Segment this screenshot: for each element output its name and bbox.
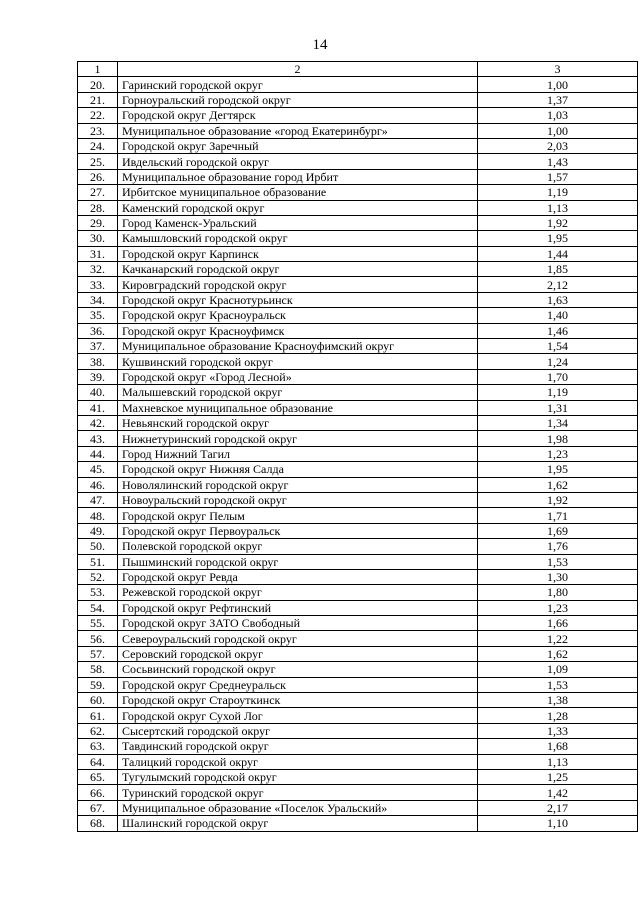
table-row bbox=[78, 816, 638, 831]
coefficient-value-cell: 1,34 bbox=[478, 415, 638, 430]
row-number-cell: 65. bbox=[78, 769, 118, 784]
coefficient-value-cell: 1,46 bbox=[478, 323, 638, 338]
coefficient-value-cell: 1,40 bbox=[478, 308, 638, 323]
municipality-name-cell: Тавдинский городской округ bbox=[118, 739, 478, 754]
municipality-name-cell: Новолялинский городской округ bbox=[118, 477, 478, 492]
municipality-name-cell: Каменский городской округ bbox=[118, 200, 478, 215]
municipality-name-cell: Городской округ Красноуфимск bbox=[118, 323, 478, 338]
municipality-name-cell: Муниципальное образование город Ирбит bbox=[118, 169, 478, 184]
coefficient-value-cell: 1,80 bbox=[478, 585, 638, 600]
row-number-cell: 31. bbox=[78, 246, 118, 261]
row-number-cell: 43. bbox=[78, 431, 118, 446]
municipality-name-cell: Городской округ Краснотурьинск bbox=[118, 292, 478, 307]
table-row bbox=[78, 754, 638, 769]
row-number-cell: 33. bbox=[78, 277, 118, 292]
municipality-name-cell: Тугулымский городской округ bbox=[118, 769, 478, 784]
table-row bbox=[78, 123, 638, 138]
row-number-cell: 66. bbox=[78, 785, 118, 800]
row-number-cell: 46. bbox=[78, 477, 118, 492]
municipality-name-cell: Городской округ ЗАТО Свободный bbox=[118, 616, 478, 631]
coefficient-value-cell: 1,68 bbox=[478, 739, 638, 754]
municipality-name-cell: Серовский городской округ bbox=[118, 646, 478, 661]
row-number-cell: 58. bbox=[78, 662, 118, 677]
row-number-cell: 50. bbox=[78, 539, 118, 554]
row-number-cell: 40. bbox=[78, 385, 118, 400]
row-number-cell: 36. bbox=[78, 323, 118, 338]
municipality-name-cell: Пышминский городской округ bbox=[118, 554, 478, 569]
coefficient-value-cell: 1,42 bbox=[478, 785, 638, 800]
row-number-cell: 32. bbox=[78, 262, 118, 277]
municipality-name-cell: Городской округ Ревда bbox=[118, 569, 478, 584]
coefficient-value-cell: 2,12 bbox=[478, 277, 638, 292]
coefficient-value-cell: 1,98 bbox=[478, 431, 638, 446]
row-number-cell: 56. bbox=[78, 631, 118, 646]
municipality-name-cell: Город Каменск-Уральский bbox=[118, 215, 478, 230]
row-number-cell: 39. bbox=[78, 369, 118, 384]
coefficient-value-cell: 1,25 bbox=[478, 769, 638, 784]
table-row bbox=[78, 769, 638, 784]
row-number-cell: 63. bbox=[78, 739, 118, 754]
row-number-cell: 67. bbox=[78, 800, 118, 815]
municipality-name-cell: Городской округ Рефтинский bbox=[118, 600, 478, 615]
row-number-cell: 35. bbox=[78, 308, 118, 323]
municipality-name-cell: Городской округ Первоуральск bbox=[118, 523, 478, 538]
municipality-name-cell: Ирбитское муниципальное образование bbox=[118, 185, 478, 200]
municipality-name-cell: Горноуральский городской округ bbox=[118, 92, 478, 107]
table-row bbox=[78, 369, 638, 384]
coefficient-value-cell: 1,57 bbox=[478, 169, 638, 184]
municipality-name-cell: Муниципальное образование «город Екатеринбург» bbox=[118, 123, 478, 138]
municipality-name-cell: Кировградский городской округ bbox=[118, 277, 478, 292]
table-row bbox=[78, 415, 638, 430]
coefficient-value-cell: 1,00 bbox=[478, 123, 638, 138]
table-row bbox=[78, 292, 638, 307]
row-number-cell: 57. bbox=[78, 646, 118, 661]
municipality-name-cell: Городской округ «Город Лесной» bbox=[118, 369, 478, 384]
coefficient-value-cell: 2,03 bbox=[478, 138, 638, 153]
municipality-name-cell: Камышловский городской округ bbox=[118, 231, 478, 246]
coefficient-value-cell: 1,00 bbox=[478, 77, 638, 92]
table-row bbox=[78, 585, 638, 600]
row-number-cell: 61. bbox=[78, 708, 118, 723]
coefficient-value-cell: 1,43 bbox=[478, 154, 638, 169]
table-row bbox=[78, 400, 638, 415]
table-row bbox=[78, 231, 638, 246]
row-number-cell: 34. bbox=[78, 292, 118, 307]
table-row bbox=[78, 138, 638, 153]
page-number: 14 bbox=[312, 37, 328, 53]
coefficient-value-cell: 2,17 bbox=[478, 800, 638, 815]
municipality-name-cell: Туринский городской округ bbox=[118, 785, 478, 800]
coefficient-value-cell: 1,63 bbox=[478, 292, 638, 307]
table-row bbox=[78, 246, 638, 261]
column-header-name: 2 bbox=[118, 62, 478, 77]
coefficient-value-cell: 1,19 bbox=[478, 385, 638, 400]
table-row bbox=[78, 446, 638, 461]
coefficient-value-cell: 1,23 bbox=[478, 446, 638, 461]
row-number-cell: 54. bbox=[78, 600, 118, 615]
municipality-name-cell: Талицкий городской округ bbox=[118, 754, 478, 769]
municipality-name-cell: Муниципальное образование «Поселок Уральский» bbox=[118, 800, 478, 815]
municipality-name-cell: Городской округ Карпинск bbox=[118, 246, 478, 261]
coefficient-value-cell: 1,53 bbox=[478, 677, 638, 692]
municipality-name-cell: Качканарский городской округ bbox=[118, 262, 478, 277]
coefficient-value-cell: 1,30 bbox=[478, 569, 638, 584]
municipality-table bbox=[77, 61, 638, 832]
coefficient-value-cell: 1,19 bbox=[478, 185, 638, 200]
table-row bbox=[78, 523, 638, 538]
row-number-cell: 64. bbox=[78, 754, 118, 769]
table-row bbox=[78, 569, 638, 584]
coefficient-value-cell: 1,66 bbox=[478, 616, 638, 631]
municipality-name-cell: Городской округ Нижняя Салда bbox=[118, 462, 478, 477]
row-number-cell: 37. bbox=[78, 339, 118, 354]
coefficient-value-cell: 1,54 bbox=[478, 339, 638, 354]
coefficient-value-cell: 1,95 bbox=[478, 231, 638, 246]
row-number-cell: 49. bbox=[78, 523, 118, 538]
row-number-cell: 30. bbox=[78, 231, 118, 246]
municipality-name-cell: Городской округ Сухой Лог bbox=[118, 708, 478, 723]
municipality-name-cell: Городской округ Дегтярск bbox=[118, 108, 478, 123]
table-row bbox=[78, 739, 638, 754]
row-number-cell: 41. bbox=[78, 400, 118, 415]
municipality-name-cell: Городской округ Староуткинск bbox=[118, 693, 478, 708]
table-row bbox=[78, 785, 638, 800]
municipality-name-cell: Режевской городской округ bbox=[118, 585, 478, 600]
municipality-name-cell: Город Нижний Тагил bbox=[118, 446, 478, 461]
table-row bbox=[78, 323, 638, 338]
municipality-name-cell: Шалинский городской округ bbox=[118, 816, 478, 831]
row-number-cell: 44. bbox=[78, 446, 118, 461]
coefficient-value-cell: 1,92 bbox=[478, 492, 638, 507]
coefficient-value-cell: 1,28 bbox=[478, 708, 638, 723]
coefficient-value-cell: 1,22 bbox=[478, 631, 638, 646]
table-row bbox=[78, 462, 638, 477]
row-number-cell: 68. bbox=[78, 816, 118, 831]
table-row bbox=[78, 154, 638, 169]
municipality-name-cell: Сысертский городской округ bbox=[118, 723, 478, 738]
table-body bbox=[78, 62, 638, 832]
row-number-cell: 28. bbox=[78, 200, 118, 215]
row-number-cell: 60. bbox=[78, 693, 118, 708]
coefficient-value-cell: 1,13 bbox=[478, 754, 638, 769]
municipality-name-cell: Сосьвинский городской округ bbox=[118, 662, 478, 677]
municipality-name-cell: Новоуральский городской округ bbox=[118, 492, 478, 507]
coefficient-value-cell: 1,95 bbox=[478, 462, 638, 477]
table-row bbox=[78, 723, 638, 738]
table-row bbox=[78, 200, 638, 215]
table-row bbox=[78, 431, 638, 446]
municipality-name-cell: Городской округ Заречный bbox=[118, 138, 478, 153]
table-row bbox=[78, 92, 638, 107]
table-row bbox=[78, 185, 638, 200]
table-row bbox=[78, 108, 638, 123]
municipality-name-cell: Североуральский городской округ bbox=[118, 631, 478, 646]
municipality-name-cell: Малышевский городской округ bbox=[118, 385, 478, 400]
table-row bbox=[78, 77, 638, 92]
table-row bbox=[78, 492, 638, 507]
table-row bbox=[78, 693, 638, 708]
table-row bbox=[78, 385, 638, 400]
municipality-name-cell: Городской округ Красноуральск bbox=[118, 308, 478, 323]
column-header-value: 3 bbox=[478, 62, 638, 77]
table-row bbox=[78, 708, 638, 723]
row-number-cell: 52. bbox=[78, 569, 118, 584]
coefficient-value-cell: 1,10 bbox=[478, 816, 638, 831]
row-number-cell: 51. bbox=[78, 554, 118, 569]
coefficient-value-cell: 1,70 bbox=[478, 369, 638, 384]
municipality-name-cell: Полевской городской округ bbox=[118, 539, 478, 554]
coefficient-value-cell: 1,37 bbox=[478, 92, 638, 107]
coefficient-value-cell: 1,62 bbox=[478, 477, 638, 492]
table-row bbox=[78, 215, 638, 230]
table-row bbox=[78, 800, 638, 815]
coefficient-value-cell: 1,69 bbox=[478, 523, 638, 538]
coefficient-value-cell: 1,24 bbox=[478, 354, 638, 369]
row-number-cell: 42. bbox=[78, 415, 118, 430]
municipality-name-cell: Махневское муниципальное образование bbox=[118, 400, 478, 415]
row-number-cell: 27. bbox=[78, 185, 118, 200]
row-number-cell: 59. bbox=[78, 677, 118, 692]
row-number-cell: 20. bbox=[78, 77, 118, 92]
coefficient-value-cell: 1,71 bbox=[478, 508, 638, 523]
row-number-cell: 38. bbox=[78, 354, 118, 369]
table-row bbox=[78, 354, 638, 369]
row-number-cell: 47. bbox=[78, 492, 118, 507]
coefficient-value-cell: 1,33 bbox=[478, 723, 638, 738]
coefficient-value-cell: 1,76 bbox=[478, 539, 638, 554]
coefficient-value-cell: 1,92 bbox=[478, 215, 638, 230]
row-number-cell: 45. bbox=[78, 462, 118, 477]
row-number-cell: 26. bbox=[78, 169, 118, 184]
municipality-name-cell: Невьянский городской округ bbox=[118, 415, 478, 430]
municipality-name-cell: Гаринский городской округ bbox=[118, 77, 478, 92]
table-row bbox=[78, 616, 638, 631]
municipality-name-cell: Муниципальное образование Красноуфимский округ bbox=[118, 339, 478, 354]
row-number-cell: 53. bbox=[78, 585, 118, 600]
table-row bbox=[78, 277, 638, 292]
table-row bbox=[78, 169, 638, 184]
coefficient-value-cell: 1,44 bbox=[478, 246, 638, 261]
table-row bbox=[78, 308, 638, 323]
table-row bbox=[78, 631, 638, 646]
row-number-cell: 62. bbox=[78, 723, 118, 738]
municipality-name-cell: Ивдельский городской округ bbox=[118, 154, 478, 169]
table-row bbox=[78, 262, 638, 277]
row-number-cell: 55. bbox=[78, 616, 118, 631]
row-number-cell: 25. bbox=[78, 154, 118, 169]
coefficient-value-cell: 1,53 bbox=[478, 554, 638, 569]
row-number-cell: 21. bbox=[78, 92, 118, 107]
table-row bbox=[78, 677, 638, 692]
column-header-number: 1 bbox=[78, 62, 118, 77]
municipality-name-cell: Городской округ Среднеуральск bbox=[118, 677, 478, 692]
table-row bbox=[78, 554, 638, 569]
municipality-name-cell: Нижнетуринский городской округ bbox=[118, 431, 478, 446]
table-header-row bbox=[78, 62, 638, 77]
table-row bbox=[78, 539, 638, 554]
table-row bbox=[78, 477, 638, 492]
coefficient-value-cell: 1,13 bbox=[478, 200, 638, 215]
table-row bbox=[78, 646, 638, 661]
coefficient-value-cell: 1,31 bbox=[478, 400, 638, 415]
coefficient-value-cell: 1,38 bbox=[478, 693, 638, 708]
row-number-cell: 24. bbox=[78, 138, 118, 153]
table-row bbox=[78, 339, 638, 354]
row-number-cell: 29. bbox=[78, 215, 118, 230]
table-row bbox=[78, 662, 638, 677]
table-row bbox=[78, 508, 638, 523]
row-number-cell: 22. bbox=[78, 108, 118, 123]
coefficient-value-cell: 1,03 bbox=[478, 108, 638, 123]
table-row bbox=[78, 600, 638, 615]
municipality-name-cell: Городской округ Пелым bbox=[118, 508, 478, 523]
coefficient-value-cell: 1,85 bbox=[478, 262, 638, 277]
coefficient-value-cell: 1,62 bbox=[478, 646, 638, 661]
coefficient-value-cell: 1,23 bbox=[478, 600, 638, 615]
coefficient-value-cell: 1,09 bbox=[478, 662, 638, 677]
row-number-cell: 48. bbox=[78, 508, 118, 523]
row-number-cell: 23. bbox=[78, 123, 118, 138]
municipality-name-cell: Кушвинский городской округ bbox=[118, 354, 478, 369]
